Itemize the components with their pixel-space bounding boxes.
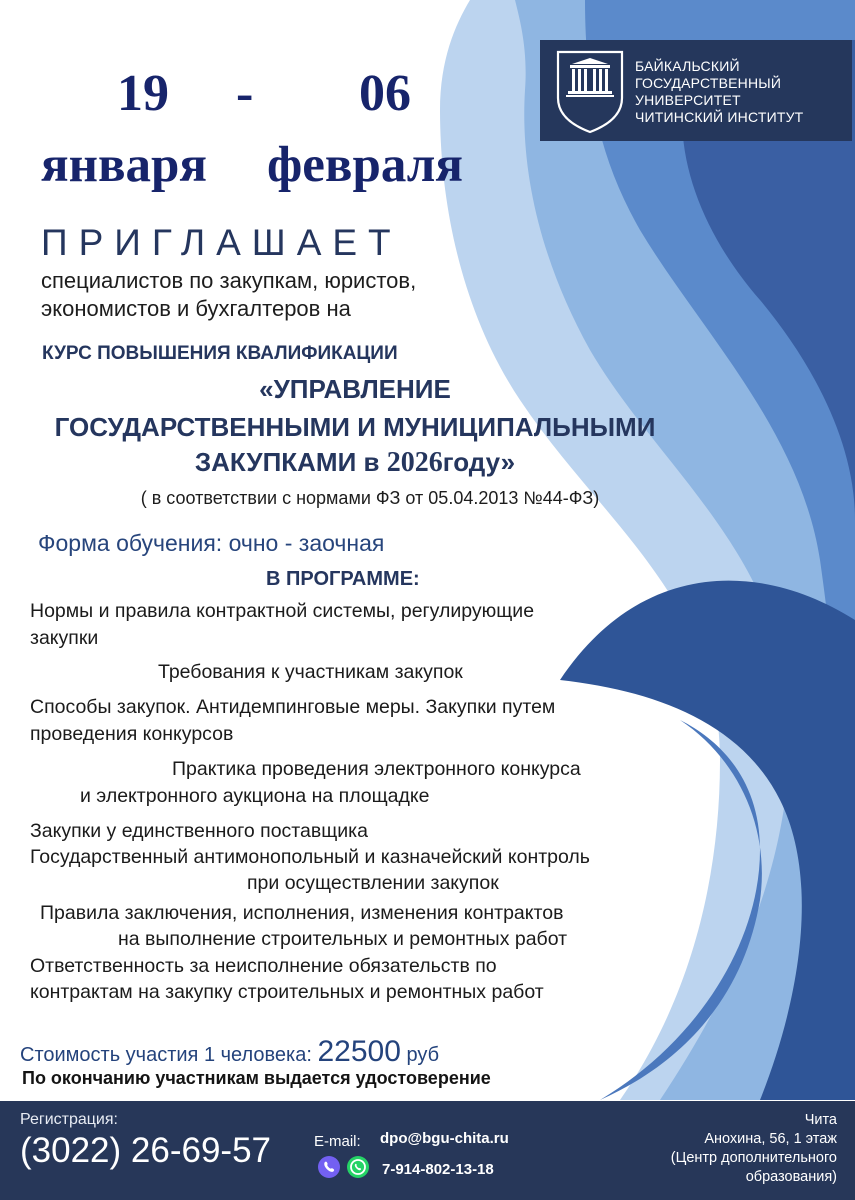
end-month: февраля [267, 137, 463, 193]
date-separator: - [236, 65, 254, 122]
logo-line-1: БАЙКАЛЬСКИЙ [635, 58, 740, 74]
course-year: 2026 [386, 447, 443, 478]
registration-phone[interactable]: (3022) 26-69-57 [20, 1131, 271, 1170]
viber-icon[interactable] [318, 1156, 340, 1178]
participation-cost [20, 1035, 439, 1069]
program-item-8: Закупки у единственного поставщика [30, 820, 368, 842]
invitation-line-2: экономистов и бухгалтеров на [41, 296, 351, 321]
program-item-14: контрактам на закупку строительных и ремонтных работ [30, 981, 544, 1003]
email-link[interactable]: dpo@bgu-chita.ru [380, 1130, 509, 1147]
certificate-note: По окончанию участникам выдается удостоверение [22, 1068, 491, 1088]
program-item-7: и электронного аукциона на площадке [80, 785, 430, 807]
course-name-line-3 [0, 447, 710, 479]
cost-currency: руб [400, 1044, 440, 1066]
program-item-2: закупки [30, 627, 99, 649]
program-item-5: проведения конкурсов [30, 723, 234, 745]
address-line-1: Чита [804, 1112, 837, 1128]
course-name-line-1: «УПРАВЛЕНИЕ [259, 374, 451, 404]
program-item-4: Способы закупок. Антидемпинговые меры. Закупки путем [30, 696, 556, 718]
address-line-3: (Центр дополнительного [670, 1150, 837, 1166]
university-building-icon [554, 48, 626, 134]
program-item-12: на выполнение строительных и ремонтных работ [118, 928, 568, 950]
logo-line-2: ГОСУДАРСТВЕННЫЙ [635, 75, 782, 91]
course-name-line-2: ГОСУДАРСТВЕННЫМИ И МУНИЦИПАЛЬНЫМИ [54, 412, 656, 442]
program-item-6: Практика проведения электронного конкурса [172, 758, 581, 780]
mobile-phone[interactable]: 7-914-802-13-18 [382, 1161, 494, 1178]
end-day: 06 [359, 65, 411, 122]
registration-label: Регистрация: [20, 1111, 118, 1128]
invitation-line-1: специалистов по закупкам, юристов, [41, 268, 417, 293]
course-type: КУРС ПОВЫШЕНИЯ КВАЛИФИКАЦИИ [42, 343, 398, 364]
contact-footer [0, 1101, 855, 1200]
whatsapp-icon[interactable] [347, 1156, 369, 1178]
university-logo [540, 40, 852, 141]
program-item-11: Правила заключения, исполнения, изменения контрактов [40, 902, 564, 924]
course-name-line-3-end: году» [442, 447, 516, 477]
logo-line-4: ЧИТИНСКИЙ ИНСТИТУТ [635, 109, 804, 125]
program-item-10: при осуществлении закупок [247, 872, 499, 894]
invitation-heading: ПРИГЛАШАЕТ [41, 222, 402, 263]
address-line-2: Анохина, 56, 1 этаж [704, 1131, 837, 1147]
cost-label: Стоимость участия 1 человека: [20, 1044, 318, 1066]
program-item-9: Государственный антимонопольный и казначейский контроль [30, 846, 590, 868]
program-item-3: Требования к участникам закупок [158, 661, 463, 683]
program-item-13: Ответственность за неисполнение обязательств по [30, 955, 497, 977]
email-label: E-mail: [314, 1133, 361, 1150]
address-line-4: образования) [745, 1169, 837, 1185]
study-form: Форма обучения: очно - заочная [38, 530, 385, 556]
program-item-1: Нормы и правила контрактной системы, регулирующие [30, 600, 535, 622]
program-heading: В ПРОГРАММЕ: [266, 568, 420, 590]
logo-line-3: УНИВЕРСИТЕТ [635, 92, 741, 108]
cost-amount: 22500 [317, 1035, 401, 1068]
start-day: 19 [117, 65, 169, 122]
course-name-line-3-start: ЗАКУПКАМИ в [194, 447, 387, 477]
law-note: ( в соответствии с нормами ФЗ от 05.04.2013 №44-ФЗ) [140, 488, 600, 508]
start-month: января [41, 137, 207, 193]
